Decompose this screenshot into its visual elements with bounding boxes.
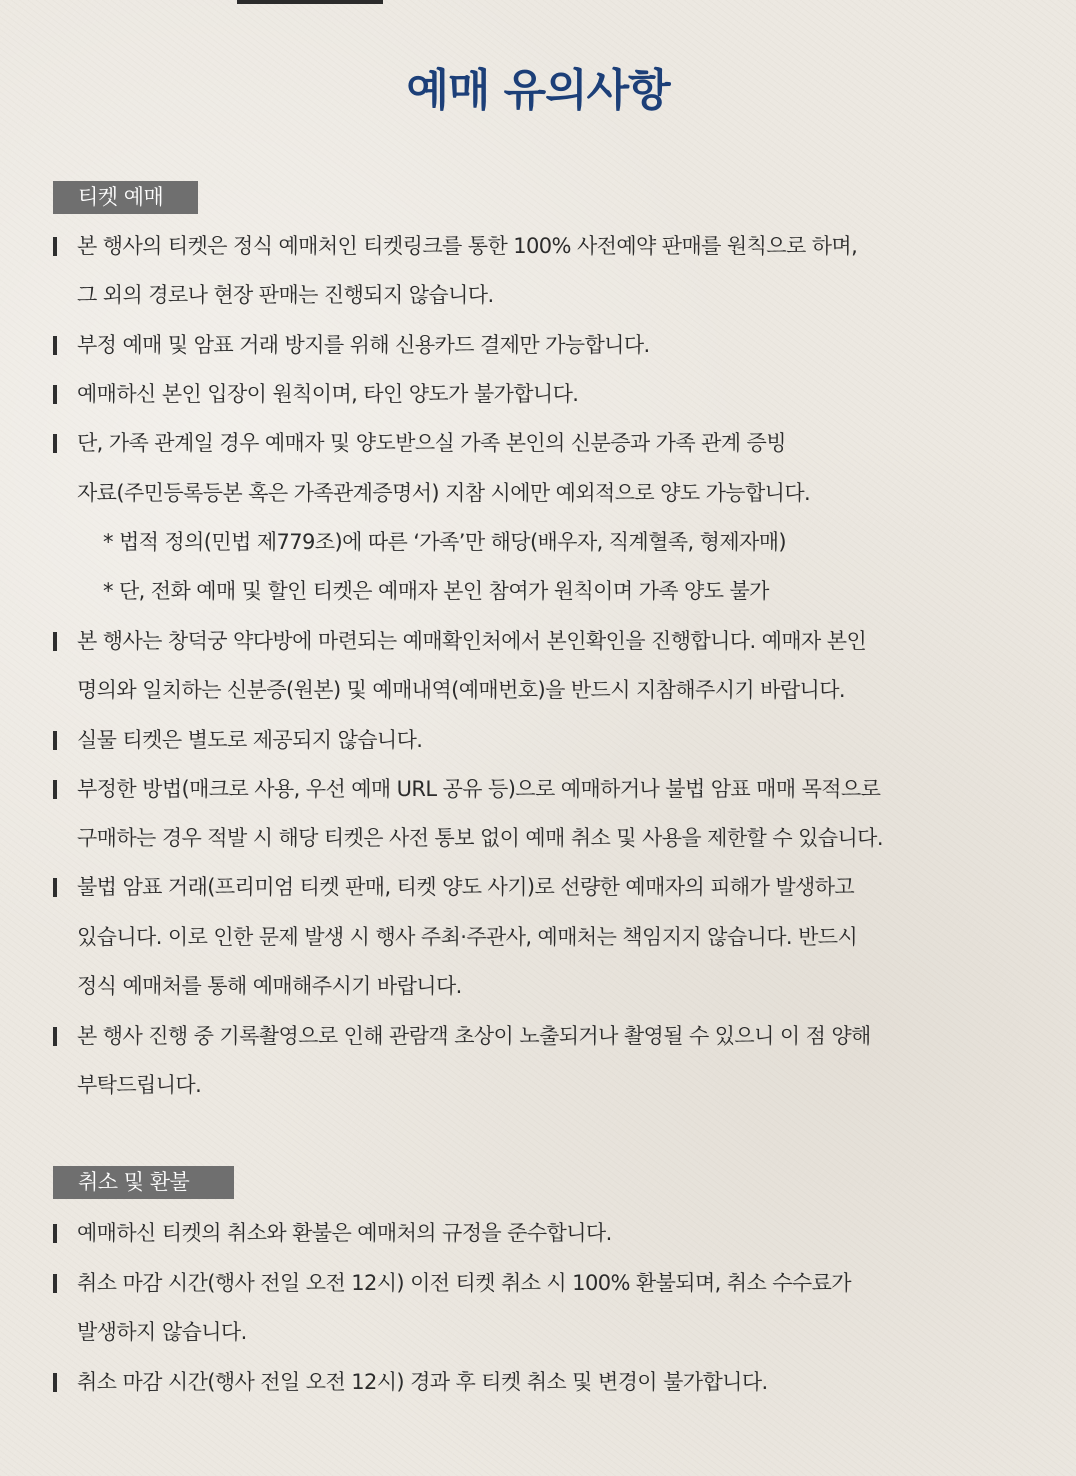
item-text-line: 본 행사는 창덕궁 약다방에 마련되는 예매확인처에서 본인확인을 진행합니다. 예매자 본인 <box>77 629 867 653</box>
bullet-marker <box>53 336 57 355</box>
item-text-line: 실물 티켓은 별도로 제공되지 않습니다. <box>77 728 423 752</box>
item-text-line: 발생하지 않습니다. <box>77 1320 247 1344</box>
item-text-line: 구매하는 경우 적발 시 해당 티켓은 사전 통보 없이 예매 취소 및 사용을 제한할 수 있습니다. <box>77 826 883 850</box>
item-text-line: 본 행사 진행 중 기록촬영으로 인해 관람객 초상이 노출되거나 촬영될 수 있으니 이 점 양해 <box>77 1024 871 1048</box>
item-text-line: 명의와 일치하는 신분증(원본) 및 예매내역(예매번호)을 반드시 지참해주시기 바랍니다. <box>77 678 845 702</box>
item-text-line: 불법 암표 거래(프리미엄 티켓 판매, 티켓 양도 사기)로 선량한 예매자의 피해가 발생하고 <box>77 875 855 899</box>
item-text-line: 부정 예매 및 암표 거래 방지를 위해 신용카드 결제만 가능합니다. <box>77 333 650 357</box>
item-text-line: 있습니다. 이로 인한 문제 발생 시 행사 주최·주관사, 예매처는 책임지지 않습니다. 반드시 <box>77 925 858 949</box>
bullet-marker <box>53 237 57 256</box>
bullet-marker <box>53 878 57 897</box>
bullet-marker <box>53 780 57 799</box>
bullet-marker <box>53 1027 57 1046</box>
sub-note: * 법적 정의(민법 제779조)에 따른 ‘가족’만 해당(배우자, 직계혈족, 형제자매) <box>103 530 786 554</box>
item-text-line: 취소 마감 시간(행사 전일 오전 12시) 이전 티켓 취소 시 100% 환불되며, 취소 수수료가 <box>77 1271 851 1295</box>
bullet-marker <box>53 632 57 651</box>
section-label-ticket-booking: 티켓 예매 <box>53 181 198 214</box>
item-text-line: 취소 마감 시간(행사 전일 오전 12시) 경과 후 티켓 취소 및 변경이 불가합니다. <box>77 1370 768 1394</box>
item-text-line: 예매하신 본인 입장이 원칙이며, 타인 양도가 불가합니다. <box>77 382 579 406</box>
item-text-line: 정식 예매처를 통해 예매해주시기 바랍니다. <box>77 974 462 998</box>
item-text-line: 부탁드립니다. <box>77 1073 202 1097</box>
page-title: 예매 유의사항 <box>406 65 670 116</box>
item-text-line: 부정한 방법(매크로 사용, 우선 예매 URL 공유 등)으로 예매하거나 불법 암표 매매 목적으로 <box>77 777 881 801</box>
bullet-marker <box>53 385 57 404</box>
bullet-marker <box>53 1274 57 1293</box>
item-text-line: 자료(주민등록등본 혹은 가족관계증명서) 지참 시에만 예외적으로 양도 가능합니다. <box>77 481 811 505</box>
bullet-marker <box>53 1373 57 1392</box>
item-text-line: 예매하신 티켓의 취소와 환불은 예매처의 규정을 준수합니다. <box>77 1221 612 1245</box>
item-text-line: 단, 가족 관계일 경우 예매자 및 양도받으실 가족 본인의 신분증과 가족 관계 증빙 <box>77 431 786 455</box>
section-label-cancel-refund: 취소 및 환불 <box>53 1166 234 1199</box>
top-decorative-bar <box>237 0 383 4</box>
sub-note: * 단, 전화 예매 및 할인 티켓은 예매자 본인 참여가 원칙이며 가족 양도 불가 <box>103 579 769 603</box>
item-text-line: 본 행사의 티켓은 정식 예매처인 티켓링크를 통한 100% 사전예약 판매를 원칙으로 하며, <box>77 234 858 258</box>
bullet-marker <box>53 731 57 750</box>
bullet-marker <box>53 434 57 453</box>
bullet-marker <box>53 1224 57 1243</box>
item-text-line: 그 외의 경로나 현장 판매는 진행되지 않습니다. <box>77 283 494 307</box>
